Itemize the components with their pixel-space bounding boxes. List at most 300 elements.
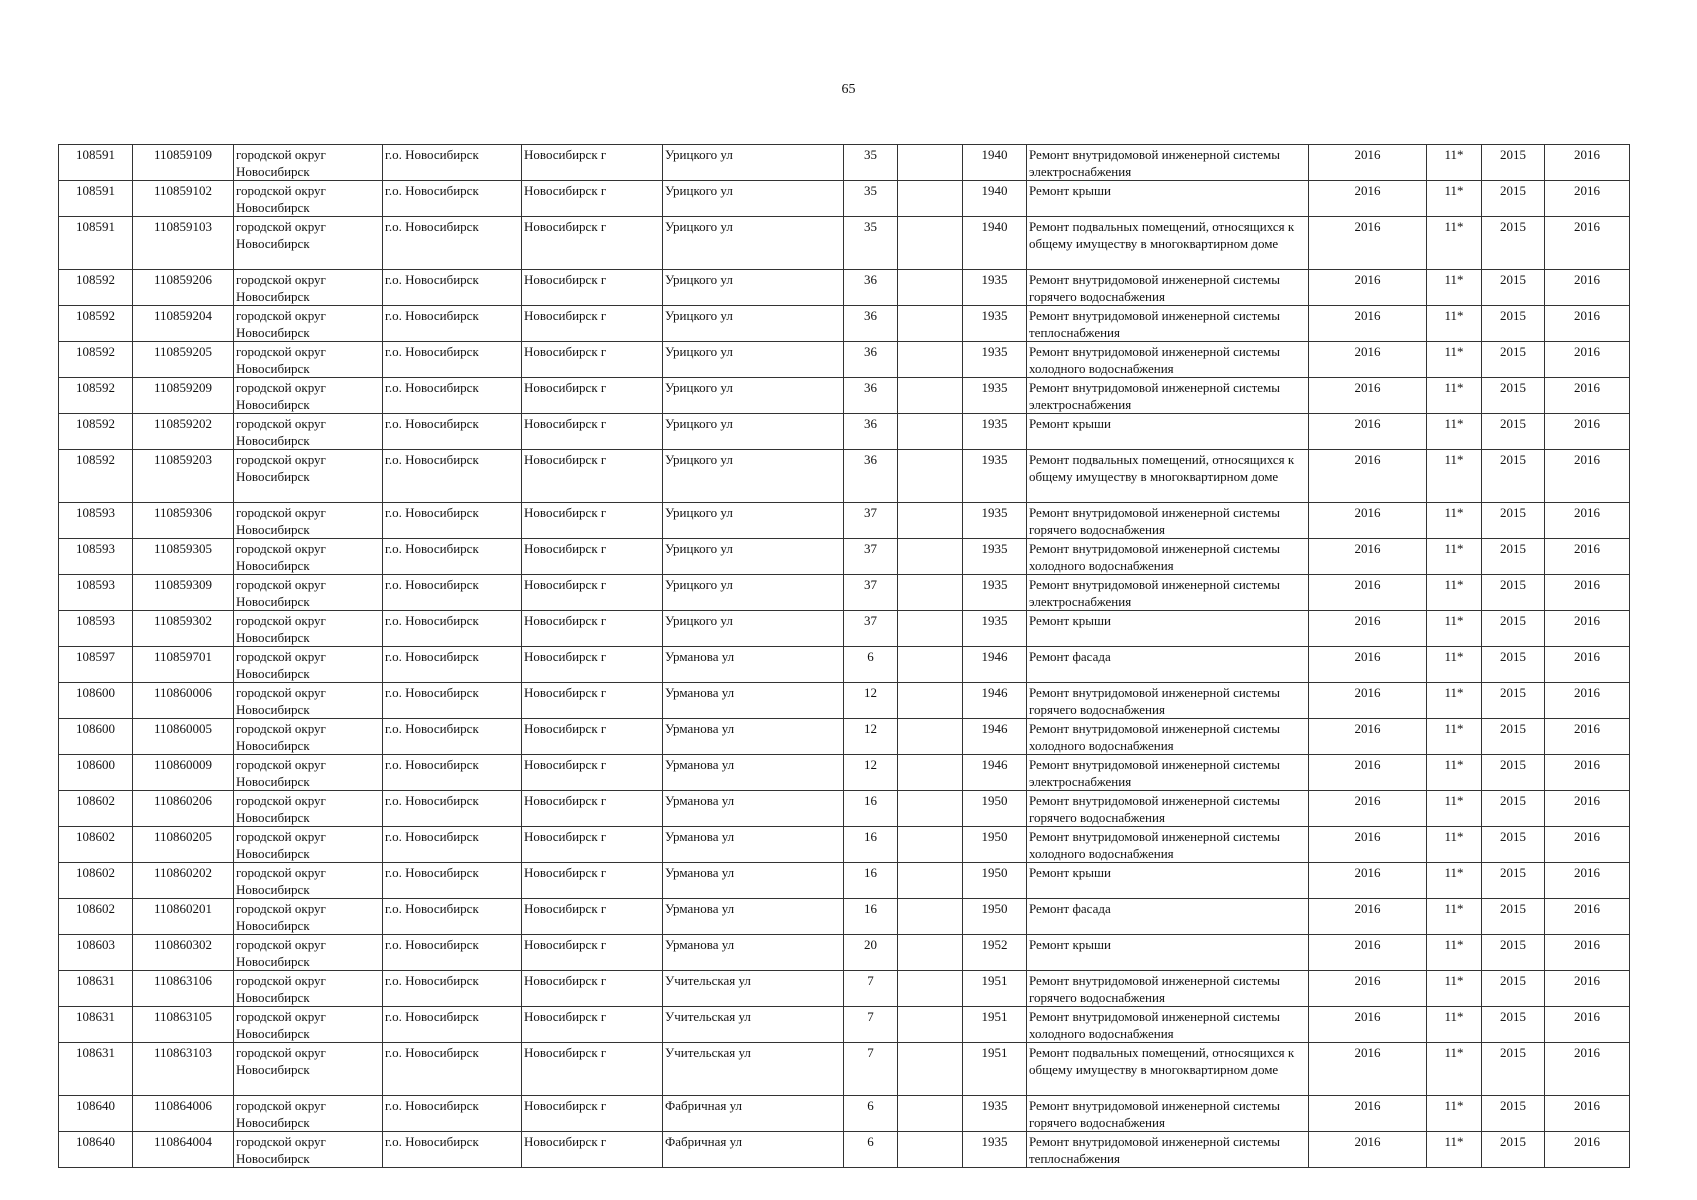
work-id-cell: 110863105 [133, 1007, 234, 1043]
street-cell: Урманова ул [663, 863, 844, 899]
year-built-cell: 1946 [963, 755, 1027, 791]
plan-year-cell: 2016 [1309, 539, 1427, 575]
work-type-cell: Ремонт внутридомовой инженерной системы холодного водоснабжения [1027, 539, 1309, 575]
work-id-cell: 110859305 [133, 539, 234, 575]
code-cell: 11* [1427, 181, 1482, 217]
work-type-cell: Ремонт крыши [1027, 611, 1309, 647]
end-year-cell: 2016 [1545, 791, 1630, 827]
plan-year-cell: 2016 [1309, 1043, 1427, 1096]
municipality-cell: городской округ Новосибирск [234, 863, 383, 899]
plan-year-cell: 2016 [1309, 827, 1427, 863]
end-year-cell: 2016 [1545, 575, 1630, 611]
year-built-cell: 1935 [963, 611, 1027, 647]
table-row [59, 450, 1630, 503]
house-number-cell: 16 [844, 791, 898, 827]
plan-year-cell: 2016 [1309, 971, 1427, 1007]
plan-year-cell: 2016 [1309, 899, 1427, 935]
municipality-cell: городской округ Новосибирск [234, 611, 383, 647]
work-id-cell: 110860005 [133, 719, 234, 755]
year-built-cell: 1935 [963, 1132, 1027, 1168]
municipality-cell: городской округ Новосибирск [234, 575, 383, 611]
municipality-cell: городской округ Новосибирск [234, 1096, 383, 1132]
table-row [59, 683, 1630, 719]
table-row [59, 1007, 1630, 1043]
work-type-cell: Ремонт внутридомовой инженерной системы горячего водоснабжения [1027, 971, 1309, 1007]
code-cell: 11* [1427, 719, 1482, 755]
work-id-cell: 110859205 [133, 342, 234, 378]
start-year-cell: 2015 [1482, 217, 1545, 270]
municipality-cell: городской округ Новосибирск [234, 647, 383, 683]
municipality-cell: городской округ Новосибирск [234, 971, 383, 1007]
city-cell: Новосибирск г [522, 181, 663, 217]
year-built-cell: 1946 [963, 647, 1027, 683]
building-cell [898, 827, 963, 863]
work-type-cell: Ремонт крыши [1027, 414, 1309, 450]
house-id-cell: 108631 [59, 1043, 133, 1096]
code-cell: 11* [1427, 1043, 1482, 1096]
plan-year-cell: 2016 [1309, 306, 1427, 342]
street-cell: Урманова ул [663, 719, 844, 755]
work-id-cell: 110859109 [133, 145, 234, 181]
year-built-cell: 1951 [963, 971, 1027, 1007]
work-type-cell: Ремонт крыши [1027, 181, 1309, 217]
settlement-cell: г.о. Новосибирск [383, 181, 522, 217]
city-cell: Новосибирск г [522, 270, 663, 306]
settlement-cell: г.о. Новосибирск [383, 791, 522, 827]
plan-year-cell: 2016 [1309, 503, 1427, 539]
street-cell: Фабричная ул [663, 1132, 844, 1168]
work-id-cell: 110864006 [133, 1096, 234, 1132]
settlement-cell: г.о. Новосибирск [383, 1043, 522, 1096]
house-number-cell: 7 [844, 1007, 898, 1043]
plan-year-cell: 2016 [1309, 575, 1427, 611]
table-row [59, 306, 1630, 342]
year-built-cell: 1935 [963, 342, 1027, 378]
work-type-cell: Ремонт крыши [1027, 935, 1309, 971]
work-type-cell: Ремонт внутридомовой инженерной системы горячего водоснабжения [1027, 683, 1309, 719]
building-cell [898, 611, 963, 647]
table-row [59, 611, 1630, 647]
plan-year-cell: 2016 [1309, 378, 1427, 414]
plan-year-cell: 2016 [1309, 450, 1427, 503]
building-cell [898, 647, 963, 683]
code-cell: 11* [1427, 378, 1482, 414]
work-type-cell: Ремонт фасада [1027, 899, 1309, 935]
municipality-cell: городской округ Новосибирск [234, 1043, 383, 1096]
settlement-cell: г.о. Новосибирск [383, 971, 522, 1007]
house-number-cell: 35 [844, 181, 898, 217]
work-type-cell: Ремонт внутридомовой инженерной системы горячего водоснабжения [1027, 270, 1309, 306]
code-cell: 11* [1427, 503, 1482, 539]
start-year-cell: 2015 [1482, 755, 1545, 791]
settlement-cell: г.о. Новосибирск [383, 539, 522, 575]
code-cell: 11* [1427, 217, 1482, 270]
work-type-cell: Ремонт внутридомовой инженерной системы электроснабжения [1027, 575, 1309, 611]
building-cell [898, 719, 963, 755]
house-number-cell: 6 [844, 647, 898, 683]
city-cell: Новосибирск г [522, 342, 663, 378]
house-number-cell: 37 [844, 611, 898, 647]
street-cell: Урманова ул [663, 683, 844, 719]
year-built-cell: 1935 [963, 575, 1027, 611]
end-year-cell: 2016 [1545, 378, 1630, 414]
work-type-cell: Ремонт внутридомовой инженерной системы электроснабжения [1027, 378, 1309, 414]
table-row [59, 503, 1630, 539]
work-id-cell: 110859309 [133, 575, 234, 611]
house-id-cell: 108591 [59, 145, 133, 181]
code-cell: 11* [1427, 450, 1482, 503]
settlement-cell: г.о. Новосибирск [383, 217, 522, 270]
building-cell [898, 1132, 963, 1168]
plan-year-cell: 2016 [1309, 217, 1427, 270]
house-id-cell: 108602 [59, 899, 133, 935]
end-year-cell: 2016 [1545, 1132, 1630, 1168]
table-row [59, 899, 1630, 935]
street-cell: Урицкого ул [663, 503, 844, 539]
settlement-cell: г.о. Новосибирск [383, 575, 522, 611]
house-number-cell: 35 [844, 217, 898, 270]
municipality-cell: городской округ Новосибирск [234, 899, 383, 935]
year-built-cell: 1950 [963, 863, 1027, 899]
work-id-cell: 110860302 [133, 935, 234, 971]
work-type-cell: Ремонт фасада [1027, 647, 1309, 683]
table-row [59, 575, 1630, 611]
settlement-cell: г.о. Новосибирск [383, 755, 522, 791]
house-id-cell: 108602 [59, 863, 133, 899]
city-cell: Новосибирск г [522, 414, 663, 450]
plan-year-cell: 2016 [1309, 755, 1427, 791]
table-row [59, 827, 1630, 863]
table-row [59, 145, 1630, 181]
end-year-cell: 2016 [1545, 1043, 1630, 1096]
building-cell [898, 683, 963, 719]
code-cell: 11* [1427, 270, 1482, 306]
code-cell: 11* [1427, 647, 1482, 683]
settlement-cell: г.о. Новосибирск [383, 306, 522, 342]
code-cell: 11* [1427, 575, 1482, 611]
start-year-cell: 2015 [1482, 971, 1545, 1007]
year-built-cell: 1935 [963, 270, 1027, 306]
work-id-cell: 110860201 [133, 899, 234, 935]
start-year-cell: 2015 [1482, 719, 1545, 755]
settlement-cell: г.о. Новосибирск [383, 145, 522, 181]
city-cell: Новосибирск г [522, 971, 663, 1007]
city-cell: Новосибирск г [522, 899, 663, 935]
city-cell: Новосибирск г [522, 378, 663, 414]
year-built-cell: 1935 [963, 414, 1027, 450]
work-type-cell: Ремонт внутридомовой инженерной системы теплоснабжения [1027, 1132, 1309, 1168]
year-built-cell: 1952 [963, 935, 1027, 971]
street-cell: Урманова ул [663, 755, 844, 791]
house-number-cell: 20 [844, 935, 898, 971]
house-number-cell: 12 [844, 719, 898, 755]
work-id-cell: 110864004 [133, 1132, 234, 1168]
city-cell: Новосибирск г [522, 1096, 663, 1132]
street-cell: Урманова ул [663, 827, 844, 863]
code-cell: 11* [1427, 899, 1482, 935]
table-row [59, 378, 1630, 414]
settlement-cell: г.о. Новосибирск [383, 935, 522, 971]
work-id-cell: 110859209 [133, 378, 234, 414]
house-id-cell: 108600 [59, 683, 133, 719]
house-number-cell: 36 [844, 306, 898, 342]
table-row [59, 181, 1630, 217]
table-row [59, 755, 1630, 791]
year-built-cell: 1940 [963, 145, 1027, 181]
building-cell [898, 755, 963, 791]
house-id-cell: 108600 [59, 755, 133, 791]
end-year-cell: 2016 [1545, 306, 1630, 342]
city-cell: Новосибирск г [522, 683, 663, 719]
house-id-cell: 108592 [59, 342, 133, 378]
city-cell: Новосибирск г [522, 145, 663, 181]
settlement-cell: г.о. Новосибирск [383, 611, 522, 647]
street-cell: Урицкого ул [663, 575, 844, 611]
code-cell: 11* [1427, 414, 1482, 450]
house-number-cell: 6 [844, 1096, 898, 1132]
municipality-cell: городской округ Новосибирск [234, 217, 383, 270]
table-row [59, 1132, 1630, 1168]
house-number-cell: 37 [844, 575, 898, 611]
building-cell [898, 863, 963, 899]
house-id-cell: 108593 [59, 503, 133, 539]
street-cell: Урицкого ул [663, 217, 844, 270]
house-number-cell: 36 [844, 270, 898, 306]
street-cell: Урицкого ул [663, 611, 844, 647]
plan-year-cell: 2016 [1309, 1007, 1427, 1043]
municipality-cell: городской округ Новосибирск [234, 503, 383, 539]
work-id-cell: 110863103 [133, 1043, 234, 1096]
end-year-cell: 2016 [1545, 647, 1630, 683]
page-number: 65 [841, 82, 856, 97]
work-id-cell: 110863106 [133, 971, 234, 1007]
work-id-cell: 110859103 [133, 217, 234, 270]
table-row [59, 342, 1630, 378]
year-built-cell: 1951 [963, 1043, 1027, 1096]
table-row [59, 719, 1630, 755]
street-cell: Учительская ул [663, 971, 844, 1007]
house-id-cell: 108592 [59, 414, 133, 450]
street-cell: Урицкого ул [663, 539, 844, 575]
building-cell [898, 270, 963, 306]
code-cell: 11* [1427, 971, 1482, 1007]
capital-repair-table [58, 144, 1630, 1168]
table-row [59, 935, 1630, 971]
plan-year-cell: 2016 [1309, 1096, 1427, 1132]
start-year-cell: 2015 [1482, 1043, 1545, 1096]
municipality-cell: городской округ Новосибирск [234, 1132, 383, 1168]
street-cell: Учительская ул [663, 1043, 844, 1096]
municipality-cell: городской округ Новосибирск [234, 1007, 383, 1043]
street-cell: Учительская ул [663, 1007, 844, 1043]
street-cell: Урманова ул [663, 791, 844, 827]
end-year-cell: 2016 [1545, 899, 1630, 935]
plan-year-cell: 2016 [1309, 270, 1427, 306]
city-cell: Новосибирск г [522, 755, 663, 791]
year-built-cell: 1951 [963, 1007, 1027, 1043]
city-cell: Новосибирск г [522, 575, 663, 611]
code-cell: 11* [1427, 863, 1482, 899]
city-cell: Новосибирск г [522, 791, 663, 827]
building-cell [898, 575, 963, 611]
work-type-cell: Ремонт внутридомовой инженерной системы горячего водоснабжения [1027, 1096, 1309, 1132]
municipality-cell: городской округ Новосибирск [234, 378, 383, 414]
street-cell: Урицкого ул [663, 450, 844, 503]
end-year-cell: 2016 [1545, 755, 1630, 791]
plan-year-cell: 2016 [1309, 935, 1427, 971]
start-year-cell: 2015 [1482, 611, 1545, 647]
code-cell: 11* [1427, 1132, 1482, 1168]
house-id-cell: 108592 [59, 378, 133, 414]
settlement-cell: г.о. Новосибирск [383, 450, 522, 503]
plan-year-cell: 2016 [1309, 181, 1427, 217]
house-id-cell: 108640 [59, 1096, 133, 1132]
work-id-cell: 110859206 [133, 270, 234, 306]
end-year-cell: 2016 [1545, 450, 1630, 503]
plan-year-cell: 2016 [1309, 145, 1427, 181]
building-cell [898, 450, 963, 503]
city-cell: Новосибирск г [522, 503, 663, 539]
work-id-cell: 110860205 [133, 827, 234, 863]
work-id-cell: 110859302 [133, 611, 234, 647]
start-year-cell: 2015 [1482, 827, 1545, 863]
year-built-cell: 1935 [963, 306, 1027, 342]
code-cell: 11* [1427, 755, 1482, 791]
start-year-cell: 2015 [1482, 1007, 1545, 1043]
start-year-cell: 2015 [1482, 145, 1545, 181]
house-id-cell: 108591 [59, 181, 133, 217]
municipality-cell: городской округ Новосибирск [234, 306, 383, 342]
year-built-cell: 1946 [963, 683, 1027, 719]
building-cell [898, 899, 963, 935]
work-type-cell: Ремонт крыши [1027, 863, 1309, 899]
year-built-cell: 1950 [963, 827, 1027, 863]
house-id-cell: 108631 [59, 1007, 133, 1043]
end-year-cell: 2016 [1545, 503, 1630, 539]
start-year-cell: 2015 [1482, 575, 1545, 611]
street-cell: Урицкого ул [663, 306, 844, 342]
end-year-cell: 2016 [1545, 181, 1630, 217]
house-id-cell: 108592 [59, 270, 133, 306]
start-year-cell: 2015 [1482, 1096, 1545, 1132]
settlement-cell: г.о. Новосибирск [383, 899, 522, 935]
table-row [59, 270, 1630, 306]
building-cell [898, 414, 963, 450]
end-year-cell: 2016 [1545, 145, 1630, 181]
start-year-cell: 2015 [1482, 1132, 1545, 1168]
code-cell: 11* [1427, 539, 1482, 575]
end-year-cell: 2016 [1545, 539, 1630, 575]
house-number-cell: 7 [844, 971, 898, 1007]
city-cell: Новосибирск г [522, 719, 663, 755]
year-built-cell: 1935 [963, 378, 1027, 414]
house-number-cell: 7 [844, 1043, 898, 1096]
street-cell: Урманова ул [663, 899, 844, 935]
house-id-cell: 108603 [59, 935, 133, 971]
end-year-cell: 2016 [1545, 1096, 1630, 1132]
street-cell: Урицкого ул [663, 270, 844, 306]
house-number-cell: 36 [844, 378, 898, 414]
house-id-cell: 108592 [59, 450, 133, 503]
end-year-cell: 2016 [1545, 217, 1630, 270]
plan-year-cell: 2016 [1309, 791, 1427, 827]
start-year-cell: 2015 [1482, 414, 1545, 450]
code-cell: 11* [1427, 611, 1482, 647]
house-number-cell: 16 [844, 899, 898, 935]
building-cell [898, 378, 963, 414]
building-cell [898, 217, 963, 270]
plan-year-cell: 2016 [1309, 647, 1427, 683]
work-type-cell: Ремонт подвальных помещений, относящихся к общему имуществу в многоквартирном доме [1027, 450, 1309, 503]
street-cell: Урицкого ул [663, 145, 844, 181]
plan-year-cell: 2016 [1309, 1132, 1427, 1168]
work-id-cell: 110860006 [133, 683, 234, 719]
street-cell: Урицкого ул [663, 378, 844, 414]
house-number-cell: 37 [844, 539, 898, 575]
year-built-cell: 1935 [963, 450, 1027, 503]
start-year-cell: 2015 [1482, 181, 1545, 217]
work-type-cell: Ремонт внутридомовой инженерной системы электроснабжения [1027, 145, 1309, 181]
settlement-cell: г.о. Новосибирск [383, 719, 522, 755]
house-number-cell: 36 [844, 414, 898, 450]
code-cell: 11* [1427, 683, 1482, 719]
house-number-cell: 36 [844, 450, 898, 503]
year-built-cell: 1940 [963, 181, 1027, 217]
work-type-cell: Ремонт подвальных помещений, относящихся к общему имуществу в многоквартирном доме [1027, 1043, 1309, 1096]
end-year-cell: 2016 [1545, 270, 1630, 306]
house-number-cell: 12 [844, 755, 898, 791]
plan-year-cell: 2016 [1309, 611, 1427, 647]
building-cell [898, 1096, 963, 1132]
street-cell: Урманова ул [663, 935, 844, 971]
street-cell: Урицкого ул [663, 414, 844, 450]
work-id-cell: 110859306 [133, 503, 234, 539]
plan-year-cell: 2016 [1309, 683, 1427, 719]
municipality-cell: городской округ Новосибирск [234, 755, 383, 791]
municipality-cell: городской округ Новосибирск [234, 270, 383, 306]
municipality-cell: городской округ Новосибирск [234, 827, 383, 863]
table-row [59, 791, 1630, 827]
municipality-cell: городской округ Новосибирск [234, 145, 383, 181]
building-cell [898, 791, 963, 827]
start-year-cell: 2015 [1482, 863, 1545, 899]
house-id-cell: 108602 [59, 791, 133, 827]
work-type-cell: Ремонт внутридомовой инженерной системы горячего водоснабжения [1027, 503, 1309, 539]
code-cell: 11* [1427, 791, 1482, 827]
city-cell: Новосибирск г [522, 217, 663, 270]
end-year-cell: 2016 [1545, 611, 1630, 647]
year-built-cell: 1950 [963, 791, 1027, 827]
city-cell: Новосибирск г [522, 1007, 663, 1043]
street-cell: Урицкого ул [663, 181, 844, 217]
table-row [59, 647, 1630, 683]
city-cell: Новосибирск г [522, 935, 663, 971]
street-cell: Урманова ул [663, 647, 844, 683]
work-type-cell: Ремонт внутридомовой инженерной системы электроснабжения [1027, 755, 1309, 791]
municipality-cell: городской округ Новосибирск [234, 683, 383, 719]
start-year-cell: 2015 [1482, 378, 1545, 414]
house-id-cell: 108592 [59, 306, 133, 342]
work-id-cell: 110860009 [133, 755, 234, 791]
year-built-cell: 1935 [963, 1096, 1027, 1132]
street-cell: Фабричная ул [663, 1096, 844, 1132]
municipality-cell: городской округ Новосибирск [234, 414, 383, 450]
plan-year-cell: 2016 [1309, 342, 1427, 378]
table-row [59, 863, 1630, 899]
house-id-cell: 108640 [59, 1132, 133, 1168]
building-cell [898, 181, 963, 217]
municipality-cell: городской округ Новосибирск [234, 342, 383, 378]
